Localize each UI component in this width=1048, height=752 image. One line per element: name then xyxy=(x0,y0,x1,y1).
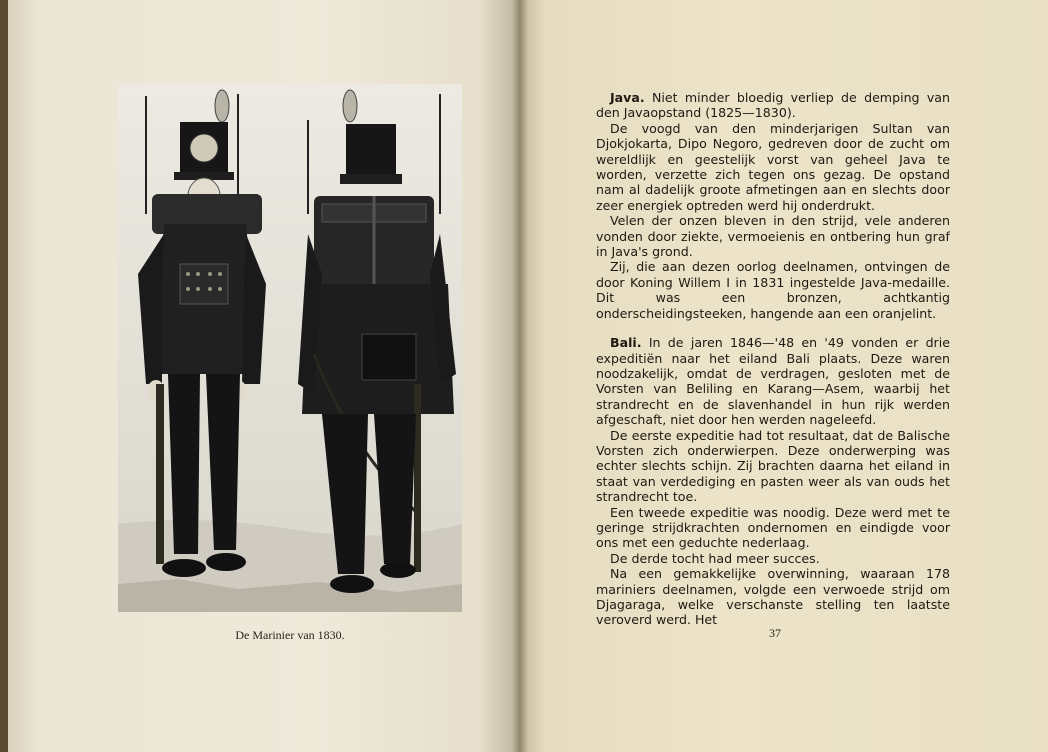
section-heading-bali: Bali. xyxy=(610,335,642,351)
paragraph-text: Niet minder bloedig verliep de demping van den Javaopstand (1825—1830). xyxy=(596,90,950,121)
page-text xyxy=(596,90,950,628)
marine-illustration xyxy=(118,84,462,612)
paragraph: De eerste expeditie had tot resultaat, dat de Balische Vorsten zich onderwierpen. Deze onderwerping was echter slechts schijn. Zij brachten daarna het eiland in staat van verdediging en pasten weer als van ouds het strandrecht toe. xyxy=(596,427,950,505)
page-number: 37 xyxy=(769,626,781,640)
paragraph: Velen der onzen bleven in den strijd, vele anderen vonden door ziekte, vermoeienis en ontbering hun graf in Java's grond. xyxy=(596,213,950,260)
paragraph: Een tweede expeditie was noodig. Deze werd met te geringe strijdkrachten ondernomen en eindigde voor ons met een geduchte nederlaag. xyxy=(596,504,950,551)
illustration-caption: De Marinier van 1830. xyxy=(235,628,345,642)
paragraph-text: In de jaren 1846—'48 en '49 vonden er drie expeditiën naar het eiland Bali plaats. Deze waren noodzakelijk, omdat de verdragen, gesloten met de Vorsten van Beliling en Karang—Asem, waarbij het strandrecht en de slavenhandel in hun rijk werden afgeschaft, niet door hen werden nageleefd. xyxy=(596,335,950,428)
book-gutter xyxy=(512,0,528,752)
paragraph: De derde tocht had meer succes. xyxy=(610,550,820,566)
section-gap xyxy=(596,321,950,335)
marine-figures-drawing xyxy=(118,84,462,612)
section-heading-java: Java. xyxy=(610,90,645,105)
paragraph xyxy=(596,90,950,121)
paragraph: Zij, die aan dezen oorlog deelnamen, ontvingen de door Koning Willem I in 1831 ingestelde Java-medaille. Dit was een bronzen, achtkantig onderscheidingsteeken, hangende aan een oranjelint. xyxy=(596,259,950,321)
paragraph xyxy=(596,335,950,427)
paragraph: Na een gemakkelijke overwinning, waaraan 178 mariniers deelnamen, volgde een verwoede strijd om Djagaraga, welke verschanste stelling ten laatste veroverd werd. Het xyxy=(596,566,950,628)
paragraph: De voogd van den minderjarigen Sultan van Djokjokarta, Dipo Negoro, gedreven door de zucht om wereldlijk en geestelijk vorst van geheel Java te worden, verzette zich tegen ons gezag. De opstand nam al dadelijk groote afmetingen aan en slechts door zeer energiek optreden werd hij onderdrukt. xyxy=(596,120,950,213)
